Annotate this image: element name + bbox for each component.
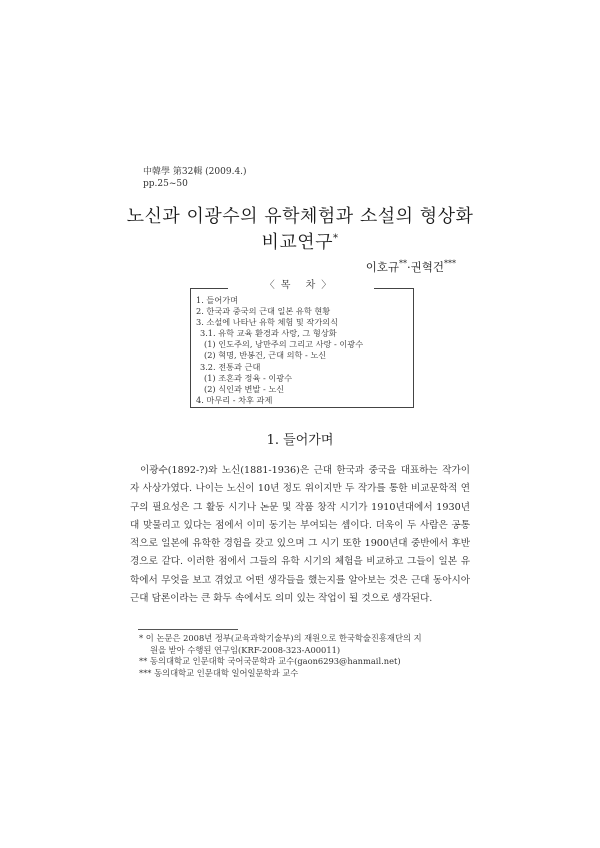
toc-item: 3. 소설에 나타난 유학 체험 및 작가의식 xyxy=(196,317,339,328)
authors xyxy=(366,259,456,275)
author-second: 권혁건 xyxy=(410,260,444,274)
author-first: 이호규 xyxy=(365,260,400,274)
footnote-funding xyxy=(139,633,474,656)
page-range: pp.25~50 xyxy=(143,179,188,189)
toc-item: (1) 인도주의, 낭만주의 그리고 사랑 - 이광수 xyxy=(204,339,364,350)
journal-volume: 中韓學 第32輯 (2009.4.) xyxy=(143,167,247,177)
toc-item: 4. 마무리 - 차후 과제 xyxy=(196,394,273,405)
toc-item: 2. 한국과 중국의 근대 일본 유학 현황 xyxy=(196,306,331,317)
section-heading: 1. 들어가며 xyxy=(266,433,334,448)
toc-item: (2) 식인과 변발 - 노신 xyxy=(204,383,285,394)
toc-list xyxy=(196,295,363,406)
footnote-author-second: *** 동의대학교 인문대학 일어일문학과 교수 xyxy=(139,667,299,678)
author-separator: · xyxy=(407,260,411,274)
paper-title-line2 xyxy=(120,228,480,254)
title-footnote-mark: * xyxy=(333,233,339,244)
body-paragraph: 이광수(1892-?)와 노신(1881-1936)은 근대 한국과 중국을 대표하는 작가이자 사상가였다. 나이는 노신이 10년 정도 위이지만 두 작가를 통한 비교문학적 연구의 필요성은 그 활동 시기나 논문 및 작품 창작 시기가 1910년대에서 1930년대 맞물리고 있다는 점에서 이미 동기는 부여되는 셈이다. 더욱이 두 사람은 공통적으로 일본에 유학한 경험을 갖고 있으며 그 시기 또한 1900년대 중반에서 후반 경으로 같다. 이러한 점에서 그들의 유학 시기의 체험을 비교하고 그들이 일본 유학에서 무엇을 보고 겪었고 어떤 생각들을 했는지를 알아보는 것은 근대 동아시아 근대 담론이라는 큰 화두 속에서도 의미 있는 작업이 될 것으로 생각된다. xyxy=(130,465,470,605)
toc-heading: 〈목 차〉 xyxy=(228,276,374,291)
footnote-divider xyxy=(138,629,238,630)
author-second-mark: *** xyxy=(444,259,456,269)
footnotes xyxy=(139,633,474,679)
toc-item: (1) 조혼과 정육 - 이광수 xyxy=(204,372,293,383)
author-first-mark: ** xyxy=(399,259,408,269)
journal-info xyxy=(143,166,247,190)
toc-item: 3.1. 유학 교육 환경과 사랑, 그 형상화 xyxy=(200,328,337,339)
footnote-funding-line1: * 이 논문은 2008년 정부(교육과학기술부)의 재원으로 한국학술진흥재단의 지 xyxy=(139,633,422,643)
toc-item: (2) 혁명, 반봉건, 근대 의학 - 노신 xyxy=(204,350,327,361)
paper-title-line2-text: 비교연구 xyxy=(261,232,334,253)
footnote-author-first: ** 동의대학교 인문대학 국어국문학과 교수(gaon6293@hanmail.net) xyxy=(139,656,401,666)
toc-item: 1. 들어가며 xyxy=(196,295,239,305)
toc-item: 3.2. 전통과 근대 xyxy=(200,361,261,372)
paper-title-line1: 노신과 이광수의 유학체험과 소설의 형상화 xyxy=(126,206,474,227)
footnote-funding-line2: 원을 받아 수행된 연구임(KRF-2008-323-A00011) xyxy=(150,644,341,655)
